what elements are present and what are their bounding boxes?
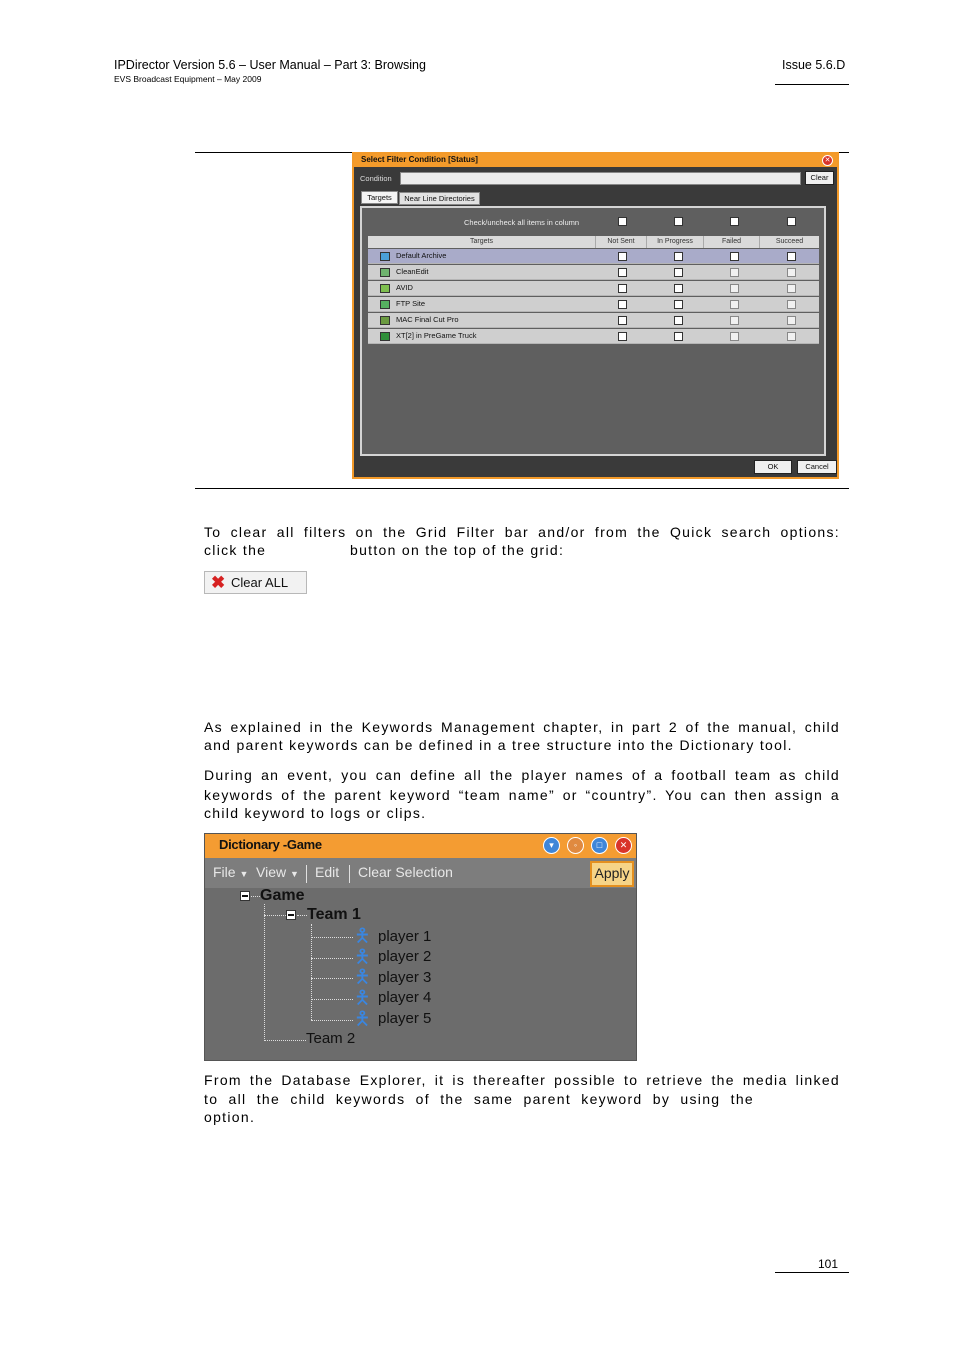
- menu-file[interactable]: [213, 864, 248, 880]
- grid-header: [368, 236, 819, 248]
- checkbox-not-sent[interactable]: [618, 316, 627, 325]
- row-label: CleanEdit: [396, 267, 429, 276]
- checkbox-not-sent[interactable]: [618, 284, 627, 293]
- checkbox-in-progress[interactable]: [674, 268, 683, 277]
- dictionary-titlebar: [205, 834, 636, 858]
- tree-node-player[interactable]: player 1: [378, 928, 432, 945]
- tree-connector: [311, 999, 353, 1000]
- restore-icon[interactable]: ◦: [567, 837, 584, 854]
- row-label: AVID: [396, 283, 413, 292]
- dictionary-title: Dictionary -Game: [219, 837, 322, 852]
- dialog-title: Select Filter Condition [Status]: [361, 155, 478, 164]
- close-icon[interactable]: ✕: [822, 155, 833, 166]
- tree-connector: [311, 958, 353, 959]
- dropdown-arrow-icon: ▼: [289, 869, 299, 879]
- checkbox-in-progress[interactable]: [674, 316, 683, 325]
- player-icon: 🯅: [354, 1009, 371, 1030]
- checkbox-in-progress[interactable]: [674, 300, 683, 309]
- menu-view-label: View: [256, 864, 287, 880]
- tree-connector: [251, 896, 260, 897]
- clear-all-button[interactable]: [204, 571, 307, 594]
- paragraph-clear-filters-line1: To clear all filters on the Grid Filter bar and/or from the Quick search options:: [204, 524, 840, 540]
- tree-connector: [264, 915, 286, 916]
- tab-near-line-directories[interactable]: Near Line Directories: [399, 192, 480, 205]
- filter-condition-dialog: [352, 152, 839, 479]
- header-title: IPDirector Version 5.6 – User Manual – Part 3: Browsing: [114, 58, 426, 72]
- table-row[interactable]: [368, 265, 819, 280]
- checkbox-succeed[interactable]: [787, 268, 796, 277]
- tree-connector: [311, 1020, 353, 1021]
- xt-server-icon: [380, 332, 390, 341]
- condition-field[interactable]: [400, 172, 801, 185]
- dialog-titlebar: [354, 154, 837, 167]
- player-icon: 🯅: [354, 947, 371, 968]
- checkbox-in-progress[interactable]: [674, 252, 683, 261]
- tree-connector: [311, 978, 353, 979]
- table-row[interactable]: [368, 297, 819, 312]
- tree-node-team-2[interactable]: Team 2: [306, 1030, 356, 1047]
- avid-icon: [380, 284, 390, 293]
- dictionary-window: [204, 833, 637, 1061]
- header-subtitle: EVS Broadcast Equipment – May 2009: [114, 74, 262, 84]
- checkbox-failed[interactable]: [730, 332, 739, 341]
- check-all-failed[interactable]: [730, 217, 739, 226]
- paragraph-clear-filters-line2a: click the: [204, 542, 267, 558]
- condition-label: Condition: [360, 174, 392, 183]
- checkbox-in-progress[interactable]: [674, 284, 683, 293]
- checkbox-succeed[interactable]: [787, 316, 796, 325]
- check-all-label: Check/uncheck all items in column: [464, 218, 580, 227]
- tree-node-player[interactable]: player 5: [378, 1010, 432, 1027]
- row-label: MAC Final Cut Pro: [396, 315, 459, 324]
- paragraph-event-line3: child keyword to logs or clips.: [204, 805, 427, 821]
- archive-icon: [380, 252, 390, 261]
- paragraph-keywords-line2: and parent keywords can be defined in a tree structure into the Dictionary tool.: [204, 737, 793, 753]
- tree-connector: [297, 915, 307, 916]
- page-number: 101: [818, 1257, 839, 1271]
- player-icon: 🯅: [354, 926, 371, 947]
- minimize-icon[interactable]: ▾: [543, 837, 560, 854]
- checkbox-not-sent[interactable]: [618, 332, 627, 341]
- menu-separator: [349, 865, 350, 883]
- tree-connector: [311, 924, 312, 1020]
- figure-bottom-rule: [195, 488, 849, 489]
- checkbox-not-sent[interactable]: [618, 300, 627, 309]
- tree-connector: [264, 904, 265, 1041]
- check-all-in-progress[interactable]: [674, 217, 683, 226]
- tree-connector: [264, 1040, 306, 1041]
- paragraph-database-explorer-line2: to all the child keywords of the same parent keyword by using the: [204, 1091, 754, 1107]
- menu-clear-selection[interactable]: Clear Selection: [358, 864, 453, 880]
- maximize-icon[interactable]: □: [591, 837, 608, 854]
- close-icon[interactable]: ✕: [615, 837, 632, 854]
- row-label: XT[2] in PreGame Truck: [396, 331, 477, 340]
- player-icon: 🯅: [354, 967, 371, 988]
- row-label: FTP Site: [396, 299, 426, 308]
- checkbox-failed[interactable]: [730, 316, 739, 325]
- checkbox-in-progress[interactable]: [674, 332, 683, 341]
- column-header-succeed[interactable]: Succeed: [775, 238, 804, 245]
- paragraph-database-explorer-line1: From the Database Explorer, it is thereafter possible to retrieve the media linked: [204, 1072, 840, 1088]
- dropdown-arrow-icon: ▼: [239, 869, 249, 879]
- fcp-icon: [380, 316, 390, 325]
- ftp-icon: [380, 300, 390, 309]
- checkbox-succeed[interactable]: [787, 284, 796, 293]
- cancel-button[interactable]: Cancel: [797, 460, 837, 474]
- checkbox-succeed[interactable]: [787, 300, 796, 309]
- checkbox-failed[interactable]: [730, 268, 739, 277]
- table-row[interactable]: [368, 313, 819, 328]
- checkbox-failed[interactable]: [730, 300, 739, 309]
- tree-node-player[interactable]: player 2: [378, 948, 432, 965]
- check-all-succeed[interactable]: [787, 217, 796, 226]
- header-rule: [775, 84, 849, 85]
- player-icon: 🯅: [354, 988, 371, 1009]
- checkbox-failed[interactable]: [730, 284, 739, 293]
- clear-button[interactable]: Clear: [805, 171, 834, 185]
- checkbox-succeed[interactable]: [787, 252, 796, 261]
- checkbox-failed[interactable]: [730, 252, 739, 261]
- targets-panel: [360, 206, 826, 456]
- menu-edit[interactable]: Edit: [315, 864, 340, 880]
- checkbox-succeed[interactable]: [787, 332, 796, 341]
- dictionary-menubar: [205, 858, 636, 888]
- clear-all-label: Clear ALL: [231, 575, 289, 590]
- red-x-icon: ✖: [211, 573, 226, 592]
- table-row[interactable]: [368, 281, 819, 296]
- row-label: Default Archive: [396, 251, 447, 260]
- tab-targets[interactable]: Targets: [361, 191, 398, 204]
- checkbox-not-sent[interactable]: [618, 268, 627, 277]
- tree-node-player[interactable]: player 3: [378, 969, 432, 986]
- paragraph-keywords-line1: As explained in the Keywords Management chapter, in part 2 of the manual, child: [204, 719, 840, 735]
- column-header-not-sent[interactable]: Not Sent: [596, 236, 647, 248]
- paragraph-clear-filters-line2b: button on the top of the grid:: [350, 542, 565, 558]
- menu-view[interactable]: [256, 864, 299, 880]
- column-header-failed[interactable]: Failed: [704, 236, 760, 248]
- tree-node-player[interactable]: player 4: [378, 989, 432, 1006]
- table-row[interactable]: [368, 249, 819, 264]
- column-header-targets[interactable]: Targets: [368, 236, 596, 248]
- cleanedit-icon: [380, 268, 390, 277]
- menu-separator: [306, 865, 307, 883]
- checkbox-not-sent[interactable]: [618, 252, 627, 261]
- paragraph-database-explorer-line3: option.: [204, 1109, 256, 1125]
- tree-connector: [311, 937, 353, 938]
- ok-button[interactable]: OK: [754, 460, 792, 474]
- column-header-in-progress[interactable]: In Progress: [647, 236, 704, 248]
- apply-button[interactable]: Apply: [590, 861, 634, 887]
- paragraph-event-line1: During an event, you can define all the player names of a football team as child: [204, 767, 840, 783]
- tree-node-game[interactable]: Game: [260, 887, 305, 904]
- check-all-not-sent[interactable]: [618, 217, 627, 226]
- tree-node-team-1[interactable]: Team 1: [307, 906, 361, 923]
- header-issue: Issue 5.6.D: [782, 58, 846, 72]
- footer-rule: [775, 1272, 849, 1273]
- collapse-icon[interactable]: [240, 891, 250, 901]
- table-row[interactable]: [368, 329, 819, 344]
- paragraph-event-line2: keywords of the parent keyword “team name” or “country”. You can then assign a: [204, 787, 840, 803]
- collapse-icon[interactable]: [286, 910, 296, 920]
- menu-file-label: File: [213, 864, 236, 880]
